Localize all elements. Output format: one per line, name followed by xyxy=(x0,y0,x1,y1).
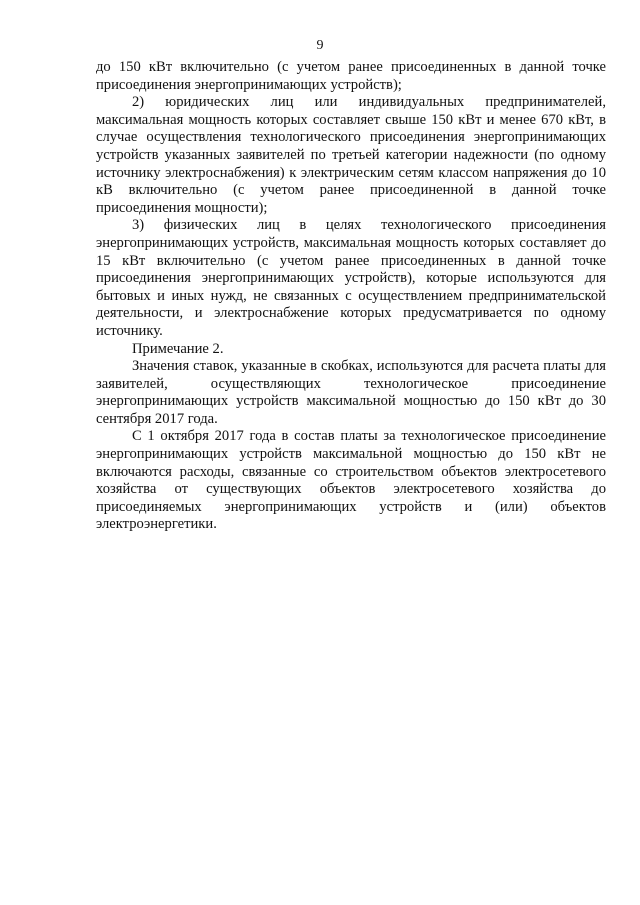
paragraph-item-2: 2) юридических лиц или индивидуальных предпринимателей, максимальная мощность которых составляет свыше 150 кВт и менее 670 кВт, в случае осуществления технологического присоединения энергопринимающих устройств указанных заявителей по третьей категории надежности (по одному источнику электроснабжения) к электрическим сетям классом напряжения до 10 кВ включительно (с учетом ранее присоединенной в данной точке присоединения мощности); xyxy=(96,94,606,216)
note-paragraph-october-2017: С 1 октября 2017 года в состав платы за технологическое присоединение энергопринимающих устройств максимальной мощностью до 150 кВт не включаются расходы, связанные со строительством объектов электросетевого хозяйства от существующих объектов электросетевого хозяйства до присоединяемых энергопринимающих устройств и (или) объектов электроэнергетики. xyxy=(96,428,606,533)
note-paragraph-rates: Значения ставок, указанные в скобках, используются для расчета платы для заявителей, осуществляющих технологическое присоединение энергопринимающих устройств максимальной мощностью до 150 кВт до 30 сентября 2017 года. xyxy=(96,358,606,427)
paragraph-continuation: до 150 кВт включительно (с учетом ранее присоединенных в данной точке присоединения энергопринимающих устройств); xyxy=(96,59,606,93)
page-number: 9 xyxy=(316,38,324,53)
document-body xyxy=(96,59,606,534)
note-heading: Примечание 2. xyxy=(132,340,224,357)
paragraph-item-3: 3) физических лиц в целях технологического присоединения энергопринимающих устройств, максимальная мощность которых составляет до 15 кВт включительно (с учетом ранее присоединенных в данной точке присоединения энергопринимающих устройств), которые используются для бытовых и иных нужд, не связанных с осуществлением предпринимательской деятельности, и электроснабжение которых предусматривается по одному источнику. xyxy=(96,217,606,339)
